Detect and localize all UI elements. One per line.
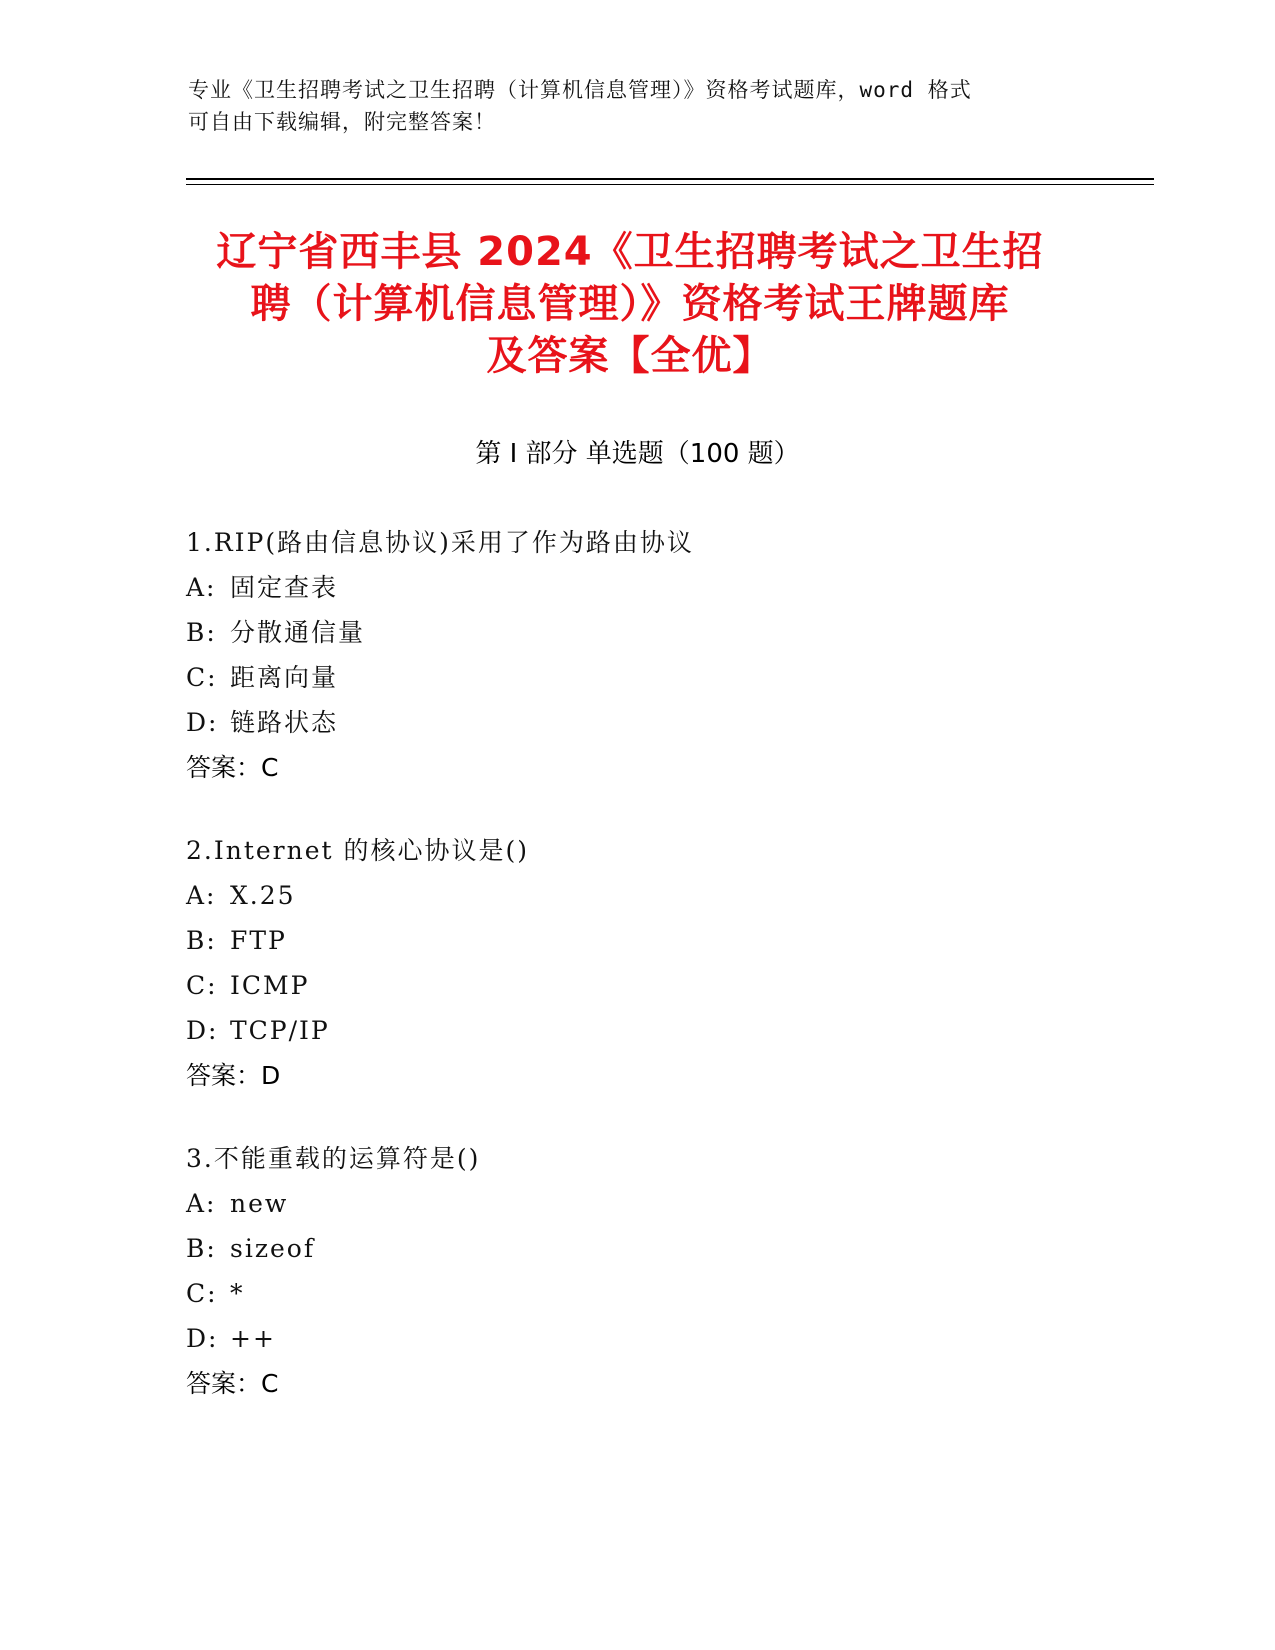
answer-line: 答案：C [186,1369,279,1398]
header-note-line-1: 专业《卫生招聘考试之卫生招聘（计算机信息管理）》资格考试题库，word 格式 [188,78,972,102]
question-stem: 3.不能重载的运算符是() [186,1144,481,1173]
document-title-line-2: 聘（计算机信息管理）》资格考试王牌题库 [250,281,1010,327]
option-a [186,873,1146,918]
option-key: B: [186,618,217,647]
option-key: B: [186,926,217,955]
option-key: A: [186,881,217,910]
option-key: D: [186,708,219,737]
option-key: C: [186,663,218,692]
header-divider-thin [186,184,1154,185]
option-b [186,1226,1146,1271]
option-text: 固定查表 [230,573,339,602]
option-text: 距离向量 [230,663,339,692]
question-stem: 2.Internet 的核心协议是() [186,836,530,865]
header-note [188,74,1068,138]
document-title-line-3: 及答案【全优】 [486,333,774,379]
option-text: * [230,1279,245,1308]
option-b [186,918,1146,963]
question-3 [186,1136,1146,1406]
option-text: FTP [230,926,287,955]
option-text: TCP/IP [230,1016,330,1045]
header-note-line-2: 可自由下载编辑，附完整答案！ [188,110,496,134]
option-key: A: [186,1189,217,1218]
option-text: ICMP [230,971,310,1000]
document-title [180,226,1080,382]
option-d [186,1316,1146,1361]
option-key: D: [186,1016,219,1045]
document-title-line-1: 辽宁省西丰县 2024《卫生招聘考试之卫生招 [216,229,1044,275]
option-a [186,1181,1146,1226]
option-text: X.25 [230,881,296,910]
option-c [186,1271,1146,1316]
option-d [186,1008,1146,1053]
option-text: 分散通信量 [230,618,366,647]
option-b [186,610,1146,655]
option-c [186,655,1146,700]
option-key: B: [186,1234,217,1263]
header-divider-thick [186,178,1154,180]
option-text: sizeof [230,1234,316,1263]
option-d [186,700,1146,745]
question-1 [186,520,1146,790]
option-text: new [230,1189,289,1218]
option-a [186,565,1146,610]
answer-line: 答案：C [186,753,279,782]
option-key: A: [186,573,217,602]
section-title: 第 I 部分 单选题（100 题） [475,439,800,469]
answer-line: 答案：D [186,1061,281,1090]
option-text: 链路状态 [230,708,339,737]
option-key: D: [186,1324,219,1353]
option-key: C: [186,971,218,1000]
question-2 [186,828,1146,1098]
option-c [186,963,1146,1008]
option-text: ++ [230,1324,276,1353]
option-key: C: [186,1279,218,1308]
question-list [186,520,1146,1444]
question-stem: 1.RIP(路由信息协议)采用了作为路由协议 [186,528,694,557]
